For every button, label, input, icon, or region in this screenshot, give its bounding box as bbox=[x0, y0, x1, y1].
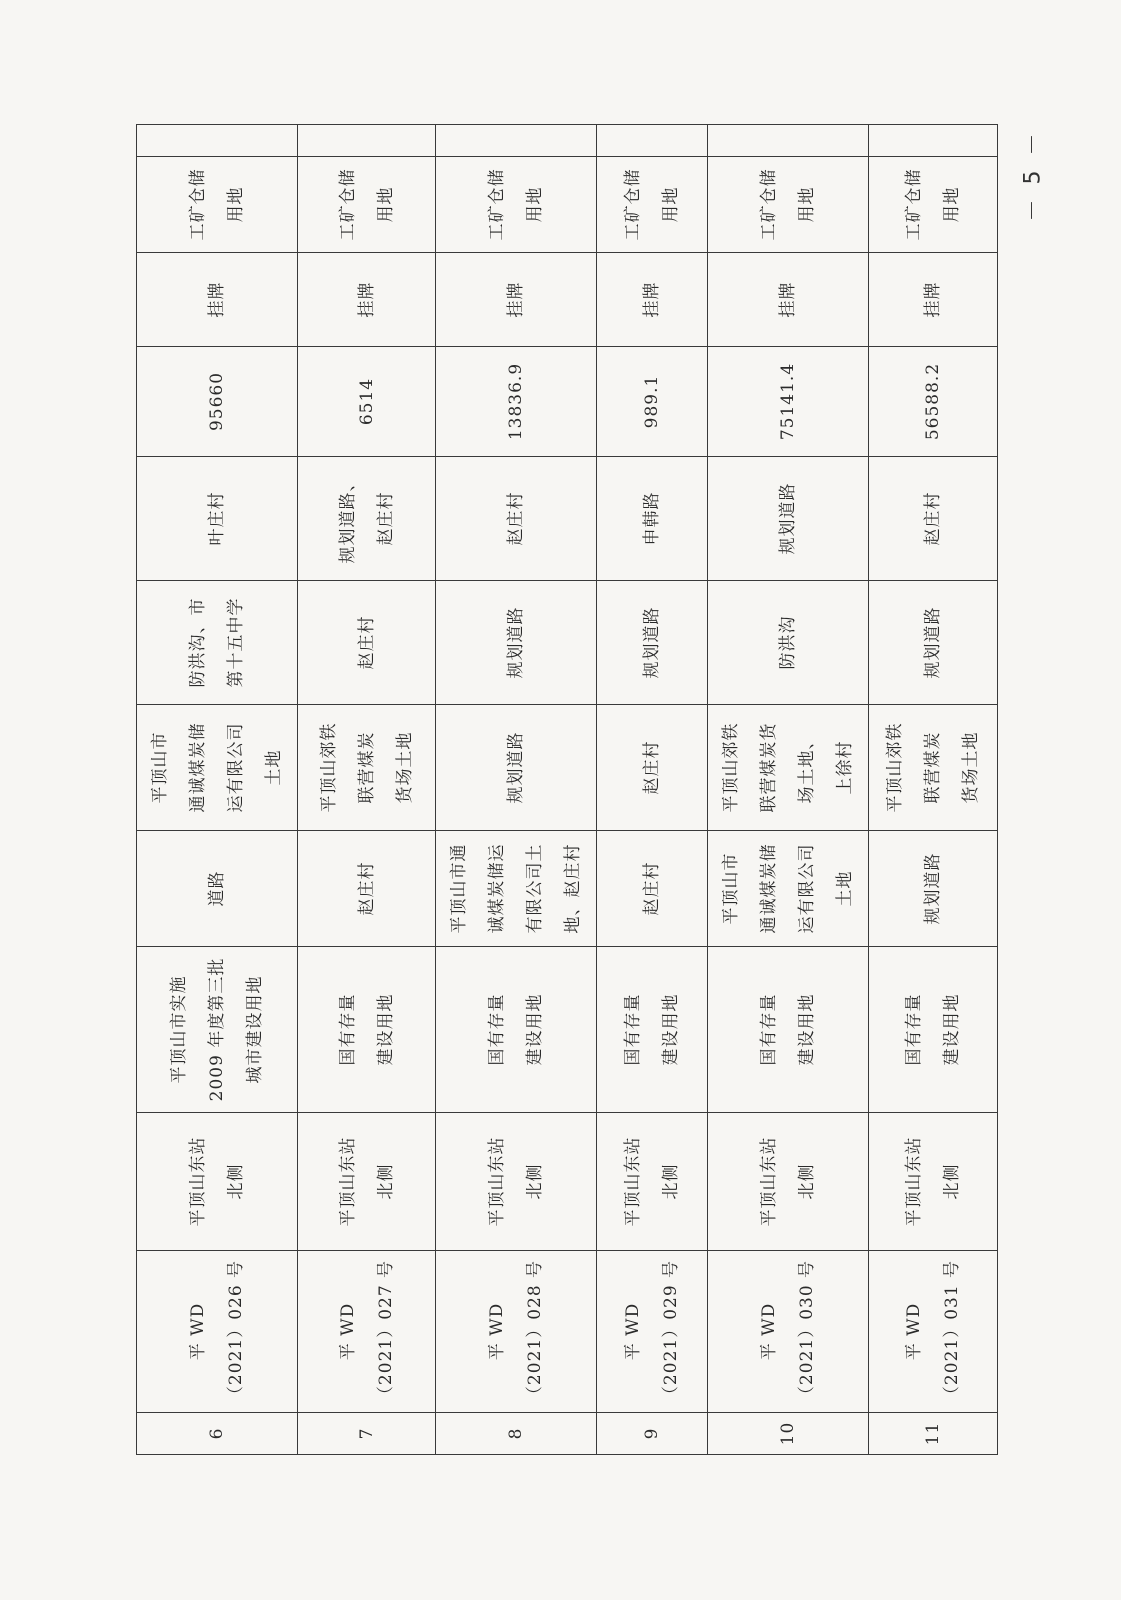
cell-no: 11 bbox=[869, 1413, 998, 1455]
cell-location: 平顶山东站 北侧 bbox=[298, 1113, 436, 1251]
cell-north: 规划道路 bbox=[708, 457, 869, 581]
cell-blank bbox=[298, 125, 436, 157]
cell-use: 工矿仓储 用地 bbox=[436, 157, 597, 253]
cell-area: 989.1 bbox=[597, 347, 708, 457]
cell-location: 平顶山东站 北侧 bbox=[436, 1113, 597, 1251]
cell-south: 规划道路 bbox=[436, 705, 597, 831]
cell-location: 平顶山东站 北侧 bbox=[137, 1113, 298, 1251]
cell-east: 道路 bbox=[137, 831, 298, 947]
cell-location: 平顶山东站 北侧 bbox=[869, 1113, 998, 1251]
cell-code: 平 WD （2021）029 号 bbox=[597, 1251, 708, 1413]
cell-east: 平顶山市通 诚煤炭储运 有限公司土 地、赵庄村 bbox=[436, 831, 597, 947]
cell-use: 工矿仓储 用地 bbox=[708, 157, 869, 253]
cell-west: 防洪沟、市 第十五中学 bbox=[137, 581, 298, 705]
rotated-table-frame bbox=[136, 125, 981, 1455]
cell-south: 平顶山郊铁 联营煤炭货 场土地、 上徐村 bbox=[708, 705, 869, 831]
cell-north: 赵庄村 bbox=[436, 457, 597, 581]
cell-no: 6 bbox=[137, 1413, 298, 1455]
cell-method: 挂牌 bbox=[708, 253, 869, 347]
cell-source: 国有存量 建设用地 bbox=[436, 947, 597, 1113]
cell-blank bbox=[708, 125, 869, 157]
cell-use: 工矿仓储 用地 bbox=[869, 157, 998, 253]
cell-method: 挂牌 bbox=[869, 253, 998, 347]
cell-south: 平顶山郊铁 联营煤炭 货场土地 bbox=[298, 705, 436, 831]
cell-area: 13836.9 bbox=[436, 347, 597, 457]
cell-blank bbox=[137, 125, 298, 157]
cell-code: 平 WD （2021）031 号 bbox=[869, 1251, 998, 1413]
cell-east: 赵庄村 bbox=[597, 831, 708, 947]
cell-code: 平 WD （2021）028 号 bbox=[436, 1251, 597, 1413]
cell-blank bbox=[597, 125, 708, 157]
cell-north: 申韩路 bbox=[597, 457, 708, 581]
cell-location: 平顶山东站 北侧 bbox=[708, 1113, 869, 1251]
cell-use: 工矿仓储 用地 bbox=[597, 157, 708, 253]
cell-method: 挂牌 bbox=[597, 253, 708, 347]
cell-south: 赵庄村 bbox=[597, 705, 708, 831]
cell-west: 规划道路 bbox=[597, 581, 708, 705]
cell-west: 规划道路 bbox=[436, 581, 597, 705]
cell-use: 工矿仓储 用地 bbox=[137, 157, 298, 253]
table-row bbox=[436, 125, 597, 1455]
cell-south: 平顶山郊铁 联营煤炭 货场土地 bbox=[869, 705, 998, 831]
cell-source: 国有存量 建设用地 bbox=[597, 947, 708, 1113]
cell-code: 平 WD （2021）030 号 bbox=[708, 1251, 869, 1413]
cell-method: 挂牌 bbox=[436, 253, 597, 347]
cell-north: 规划道路、 赵庄村 bbox=[298, 457, 436, 581]
cell-source: 国有存量 建设用地 bbox=[708, 947, 869, 1113]
cell-area: 56588.2 bbox=[869, 347, 998, 457]
cell-west: 防洪沟 bbox=[708, 581, 869, 705]
table-row bbox=[597, 125, 708, 1455]
cell-blank bbox=[436, 125, 597, 157]
cell-area: 6514 bbox=[298, 347, 436, 457]
land-parcel-table bbox=[136, 124, 998, 1455]
table-row bbox=[708, 125, 869, 1455]
cell-west: 赵庄村 bbox=[298, 581, 436, 705]
cell-blank bbox=[869, 125, 998, 157]
table-row bbox=[869, 125, 998, 1455]
cell-area: 95660 bbox=[137, 347, 298, 457]
cell-no: 8 bbox=[436, 1413, 597, 1455]
page-number: － 5 － bbox=[1020, 129, 1046, 222]
cell-use: 工矿仓储 用地 bbox=[298, 157, 436, 253]
cell-no: 10 bbox=[708, 1413, 869, 1455]
cell-no: 7 bbox=[298, 1413, 436, 1455]
cell-source: 国有存量 建设用地 bbox=[298, 947, 436, 1113]
table-row bbox=[298, 125, 436, 1455]
cell-north: 叶庄村 bbox=[137, 457, 298, 581]
cell-method: 挂牌 bbox=[298, 253, 436, 347]
cell-source: 平顶山市实施 2009 年度第三批 城市建设用地 bbox=[137, 947, 298, 1113]
cell-method: 挂牌 bbox=[137, 253, 298, 347]
cell-code: 平 WD （2021）026 号 bbox=[137, 1251, 298, 1413]
cell-location: 平顶山东站 北侧 bbox=[597, 1113, 708, 1251]
cell-no: 9 bbox=[597, 1413, 708, 1455]
cell-east: 赵庄村 bbox=[298, 831, 436, 947]
cell-south: 平顶山市 通诚煤炭储 运有限公司 土地 bbox=[137, 705, 298, 831]
table-row bbox=[137, 125, 298, 1455]
cell-area: 75141.4 bbox=[708, 347, 869, 457]
cell-west: 规划道路 bbox=[869, 581, 998, 705]
cell-east: 平顶山市 通诚煤炭储 运有限公司 土地 bbox=[708, 831, 869, 947]
cell-source: 国有存量 建设用地 bbox=[869, 947, 998, 1113]
cell-north: 赵庄村 bbox=[869, 457, 998, 581]
cell-code: 平 WD （2021）027 号 bbox=[298, 1251, 436, 1413]
cell-east: 规划道路 bbox=[869, 831, 998, 947]
